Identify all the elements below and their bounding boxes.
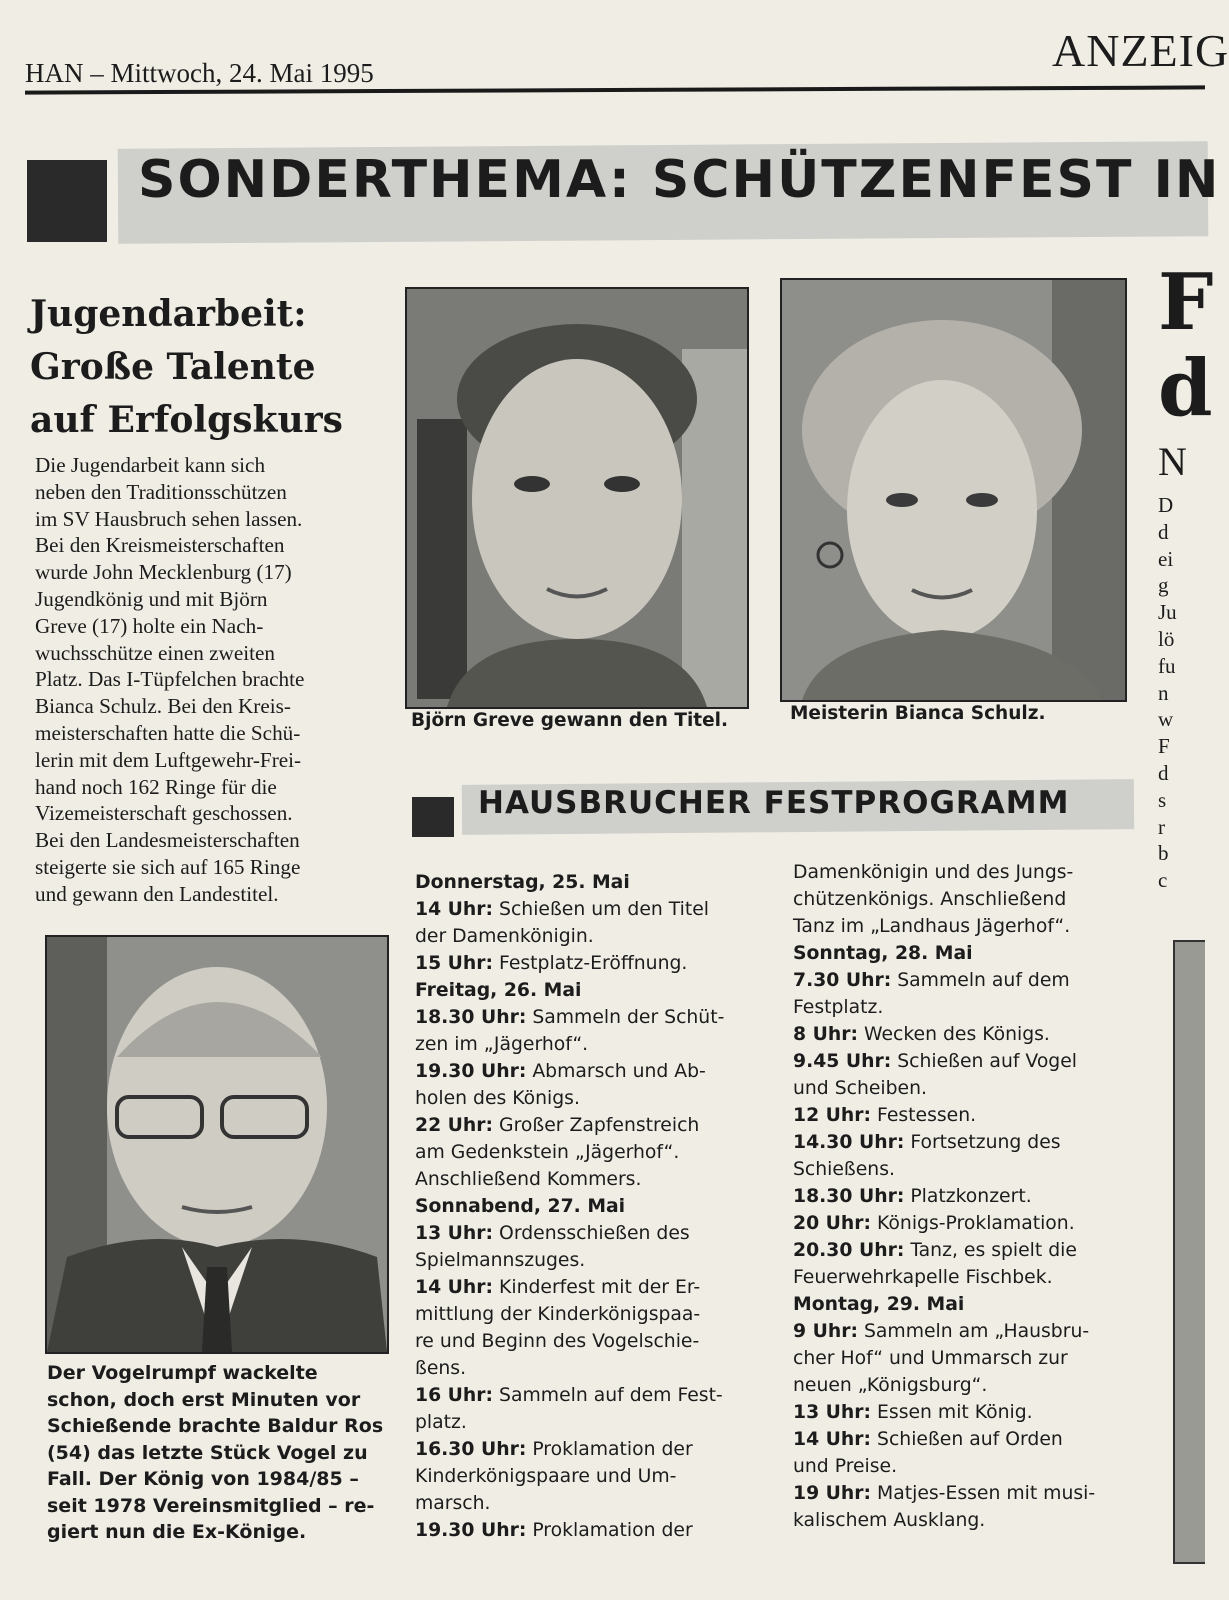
schedule-text: platz. <box>415 1412 467 1433</box>
schedule-time-label: 14 Uhr: <box>793 1429 872 1450</box>
article-body-line: lerin mit dem Luftgewehr-Frei- <box>35 747 302 772</box>
caption-bjoern: Björn Greve gewann den Titel. <box>411 710 729 731</box>
cutoff-body-fragment: F <box>1158 734 1170 759</box>
schedule-text: neuen „Königsburg“. <box>793 1375 988 1396</box>
schedule-time-label: 14.30 Uhr: <box>793 1132 905 1153</box>
schedule-line <box>793 994 1143 1021</box>
schedule-line <box>415 1112 765 1139</box>
schedule-line <box>793 859 1143 886</box>
schedule-text: Sammeln der Schüt- <box>526 1007 725 1028</box>
schedule-line <box>415 1382 765 1409</box>
schedule-column-1 <box>415 869 765 1544</box>
schedule-time-label: 19 Uhr: <box>793 1483 872 1504</box>
schedule-text: Abmarsch und Ab- <box>526 1061 706 1082</box>
schedule-line <box>415 896 765 923</box>
caption-line: Fall. Der König von 1984/85 – <box>47 1468 359 1490</box>
schedule-line <box>793 1372 1143 1399</box>
schedule-time-label: 19.30 Uhr: <box>415 1061 527 1082</box>
schedule-time-label: Sonntag, 28. Mai <box>793 943 973 964</box>
schedule-line <box>793 1210 1143 1237</box>
schedule-text: Damenkönigin und des Jungs- <box>793 862 1074 883</box>
schedule-text: Fortsetzung des <box>904 1132 1061 1153</box>
article-body-line: Die Jugendarbeit kann sich <box>35 453 266 477</box>
schedule-time-label: 19.30 Uhr: <box>415 1520 527 1541</box>
schedule-time-label: 14 Uhr: <box>415 899 494 920</box>
article-body-line: meisterschaften hatte die Schü- <box>35 720 301 745</box>
schedule-text: und Scheiben. <box>793 1078 927 1099</box>
headline-line: Große Talente <box>30 346 316 388</box>
schedule-text: marsch. <box>415 1493 491 1514</box>
schedule-text: Königs-Proklamation. <box>871 1213 1075 1234</box>
schedule-line <box>415 1409 765 1436</box>
theme-block-marker <box>27 160 107 242</box>
schedule-line <box>793 967 1143 994</box>
schedule-time-label: 13 Uhr: <box>415 1223 494 1244</box>
cutoff-body-fragment: n <box>1158 680 1169 705</box>
schedule-line <box>793 1453 1143 1480</box>
cutoff-body-fragment: w <box>1158 707 1174 732</box>
caption-line: seit 1978 Vereinsmitglied – re- <box>47 1494 375 1517</box>
cutoff-headline-letter: d <box>1158 343 1213 434</box>
schedule-line <box>415 1301 765 1328</box>
schedule-time-label: Freitag, 26. Mai <box>415 980 582 1001</box>
schedule-line <box>793 1102 1143 1129</box>
article-body-line: wurde John Mecklenburg (17) <box>35 560 292 585</box>
cutoff-body-fragment: b <box>1158 841 1169 866</box>
schedule-line <box>415 1031 765 1058</box>
headline-line: Jugendarbeit: <box>30 293 307 335</box>
schedule-time-label: 13 Uhr: <box>793 1402 872 1423</box>
schedule-line <box>793 1318 1143 1345</box>
fest-block-marker <box>412 797 454 837</box>
schedule-text: Ordensschießen des <box>493 1223 690 1244</box>
schedule-line <box>793 1264 1143 1291</box>
schedule-text: und Preise. <box>793 1456 898 1477</box>
schedule-line <box>415 1166 765 1193</box>
schedule-text: Sammeln am „Hausbru- <box>858 1321 1090 1342</box>
schedule-time-label: 14 Uhr: <box>415 1277 494 1298</box>
schedule-time-label: 18.30 Uhr: <box>793 1186 905 1207</box>
schedule-text: Sammeln auf dem <box>891 970 1070 991</box>
cutoff-article <box>1158 257 1214 894</box>
schedule-time-label: 9.45 Uhr: <box>793 1051 892 1072</box>
schedule-text: Tanz im „Landhaus Jägerhof“. <box>793 916 1071 937</box>
schedule-text: Proklamation der <box>526 1520 693 1541</box>
schedule-text: Matjes-Essen mit musi- <box>871 1483 1096 1504</box>
schedule-line <box>793 1237 1143 1264</box>
article-body-line: im SV Hausbruch sehen lassen. <box>35 506 303 531</box>
portrait-young-woman-image <box>782 280 1125 700</box>
article-body-line: Bei den Kreismeisterschaften <box>35 533 285 558</box>
schedule-text: Schießen um den Titel <box>493 899 709 920</box>
article-body-line: Greve (17) holte ein Nach- <box>35 613 264 638</box>
schedule-line <box>415 1220 765 1247</box>
schedule-text: mittlung der Kinderkönigspaa- <box>415 1304 701 1325</box>
schedule-text: am Gedenkstein „Jägerhof“. <box>415 1142 680 1163</box>
schedule-time-label: 16.30 Uhr: <box>415 1439 527 1460</box>
schedule-text: Wecken des Königs. <box>858 1024 1050 1045</box>
article-body-line: hand noch 162 Ringe für die <box>35 774 277 799</box>
caption-line: giert nun die Ex-Könige. <box>47 1521 307 1543</box>
schedule-line <box>415 1517 765 1544</box>
schedule-text: cher Hof“ und Ummarsch zur <box>793 1348 1068 1369</box>
cutoff-body-fragment: fu <box>1158 653 1176 678</box>
article-body-line: Jugendkönig und mit Björn <box>35 586 268 611</box>
article-body-line: steigerte sie sich auf 165 Ringe <box>35 854 301 879</box>
theme-title: SONDERTHEMA: SCHÜTZENFEST IN <box>138 150 1221 210</box>
schedule-text: Feuerwehrkapelle Fischbek. <box>793 1267 1053 1288</box>
schedule-line <box>415 1004 765 1031</box>
schedule-line <box>793 940 1143 967</box>
schedule-time-label: Sonnabend, 27. Mai <box>415 1196 626 1217</box>
schedule-text: Festplatz-Eröffnung. <box>493 953 688 974</box>
schedule-time-label: 7.30 Uhr: <box>793 970 892 991</box>
schedule-text: Essen mit König. <box>871 1402 1033 1423</box>
schedule-text: Sammeln auf dem Fest- <box>493 1385 723 1406</box>
schedule-line <box>793 913 1143 940</box>
schedule-time-label: 22 Uhr: <box>415 1115 494 1136</box>
article-body-line: Bianca Schulz. Bei den Kreis- <box>35 694 291 719</box>
schedule-line <box>793 1426 1143 1453</box>
schedule-text: Kinderkönigspaare und Um- <box>415 1466 677 1487</box>
schedule-line <box>793 1480 1143 1507</box>
caption-line: Schießende brachte Baldur Ros <box>47 1415 384 1437</box>
photo-bianca-schulz <box>780 278 1127 702</box>
festprogramm-title: HAUSBRUCHER FESTPROGRAMM <box>478 785 1070 821</box>
dateline: HAN – Mittwoch, 24. Mai 1995 <box>25 58 374 88</box>
schedule-line <box>793 1183 1143 1210</box>
schedule-column-2 <box>793 859 1143 1534</box>
article-body-line: Platz. Das I-Tüpfelchen brachte <box>35 667 305 692</box>
caption-bianca: Meisterin Bianca Schulz. <box>790 703 1046 724</box>
cutoff-body-fragment: lö <box>1158 626 1175 651</box>
schedule-line <box>415 950 765 977</box>
schedule-time-label: Donnerstag, 25. Mai <box>415 872 630 893</box>
cutoff-photo <box>1173 940 1205 1564</box>
cutoff-body-fragment: Ju <box>1158 600 1177 625</box>
schedule-line <box>793 1075 1143 1102</box>
caption-line: schon, doch erst Minuten vor <box>47 1388 361 1411</box>
schedule-text: Proklamation der <box>526 1439 693 1460</box>
photo-baldur-ros <box>45 935 389 1354</box>
schedule-line <box>415 1247 765 1274</box>
schedule-text: Tanz, es spielt die <box>904 1240 1077 1261</box>
article-body-line: wuchsschütze einen zweiten <box>35 640 276 665</box>
schedule-line <box>793 1399 1143 1426</box>
cutoff-body-fragment: s <box>1158 787 1167 812</box>
schedule-text: Schießen auf Vogel <box>891 1051 1078 1072</box>
cutoff-body-fragment: r <box>1158 814 1165 839</box>
schedule-time-label: 15 Uhr: <box>415 953 494 974</box>
schedule-line <box>415 1058 765 1085</box>
schedule-line <box>415 1139 765 1166</box>
schedule-line <box>793 1156 1143 1183</box>
schedule-line <box>793 1291 1143 1318</box>
cutoff-subhead-letter: N <box>1158 439 1187 484</box>
schedule-line <box>415 1328 765 1355</box>
schedule-time-label: 12 Uhr: <box>793 1105 872 1126</box>
schedule-text: Anschließend Kommers. <box>415 1169 642 1190</box>
schedule-time-label: Montag, 29. Mai <box>793 1294 965 1315</box>
schedule-line <box>415 1085 765 1112</box>
schedule-line <box>793 886 1143 913</box>
schedule-line <box>415 1355 765 1382</box>
schedule-text: Großer Zapfenstreich <box>493 1115 700 1136</box>
schedule-line <box>793 1129 1143 1156</box>
caption-line: (54) das letzte Stück Vogel zu <box>47 1441 368 1464</box>
cutoff-headline-letter: F <box>1158 257 1214 348</box>
portrait-young-man-image <box>407 289 747 707</box>
schedule-line <box>415 1490 765 1517</box>
schedule-line <box>415 869 765 896</box>
schedule-line <box>415 1274 765 1301</box>
schedule-time-label: 16 Uhr: <box>415 1385 494 1406</box>
article-body-line: und gewann den Landestitel. <box>35 881 279 906</box>
caption-baldur <box>47 1360 392 1546</box>
cutoff-body-fragment: c <box>1158 868 1168 893</box>
schedule-line <box>793 1048 1143 1075</box>
schedule-line <box>415 1463 765 1490</box>
schedule-text: chützenkönigs. Anschließend <box>793 889 1067 910</box>
schedule-line <box>415 1193 765 1220</box>
caption-line: Der Vogelrumpf wackelte <box>47 1362 318 1384</box>
schedule-text: re und Beginn des Vogelschie- <box>415 1331 700 1352</box>
schedule-text: zen im „Jägerhof“. <box>415 1034 589 1055</box>
schedule-text: kalischem Ausklang. <box>793 1510 986 1531</box>
schedule-line <box>415 923 765 950</box>
article-body-line: neben den Traditionsschützen <box>35 479 287 504</box>
article-body-line: Vizemeisterschaft geschossen. <box>35 801 293 826</box>
schedule-time-label: 18.30 Uhr: <box>415 1007 527 1028</box>
cutoff-body <box>1158 492 1203 894</box>
schedule-time-label: 20 Uhr: <box>793 1213 872 1234</box>
headline-line: auf Erfolgskurs <box>30 399 343 441</box>
cutoff-body-fragment: D <box>1158 493 1174 517</box>
schedule-time-label: 8 Uhr: <box>793 1024 859 1045</box>
schedule-text: Festessen. <box>871 1105 977 1126</box>
cutoff-body-fragment: d <box>1158 519 1169 544</box>
article-headline <box>30 288 390 447</box>
schedule-time-label: 20.30 Uhr: <box>793 1240 905 1261</box>
cutoff-body-fragment: d <box>1158 760 1169 785</box>
cutoff-body-fragment: g <box>1158 573 1169 598</box>
schedule-text: Spielmannszuges. <box>415 1250 586 1271</box>
schedule-text: holen des Königs. <box>415 1088 580 1109</box>
schedule-line <box>415 1436 765 1463</box>
article-body-line: Bei den Landesmeisterschaften <box>35 828 300 853</box>
schedule-text: Schießens. <box>793 1159 895 1180</box>
schedule-text: Platzkonzert. <box>904 1186 1032 1207</box>
photo-bjoern-greve <box>405 287 749 709</box>
schedule-text: Festplatz. <box>793 997 884 1018</box>
schedule-line <box>793 1021 1143 1048</box>
schedule-text: Kinderfest mit der Er- <box>493 1277 701 1298</box>
portrait-older-man-image <box>47 937 387 1352</box>
article-body <box>35 452 380 908</box>
section-label: ANZEIG <box>1052 25 1229 76</box>
schedule-text: ßens. <box>415 1358 467 1379</box>
schedule-line <box>793 1507 1143 1534</box>
schedule-line <box>793 1345 1143 1372</box>
schedule-text: der Damenkönigin. <box>415 926 594 947</box>
cutoff-body-fragment: ei <box>1158 546 1174 571</box>
schedule-line <box>415 977 765 1004</box>
schedule-time-label: 9 Uhr: <box>793 1321 859 1342</box>
schedule-text: Schießen auf Orden <box>871 1429 1063 1450</box>
